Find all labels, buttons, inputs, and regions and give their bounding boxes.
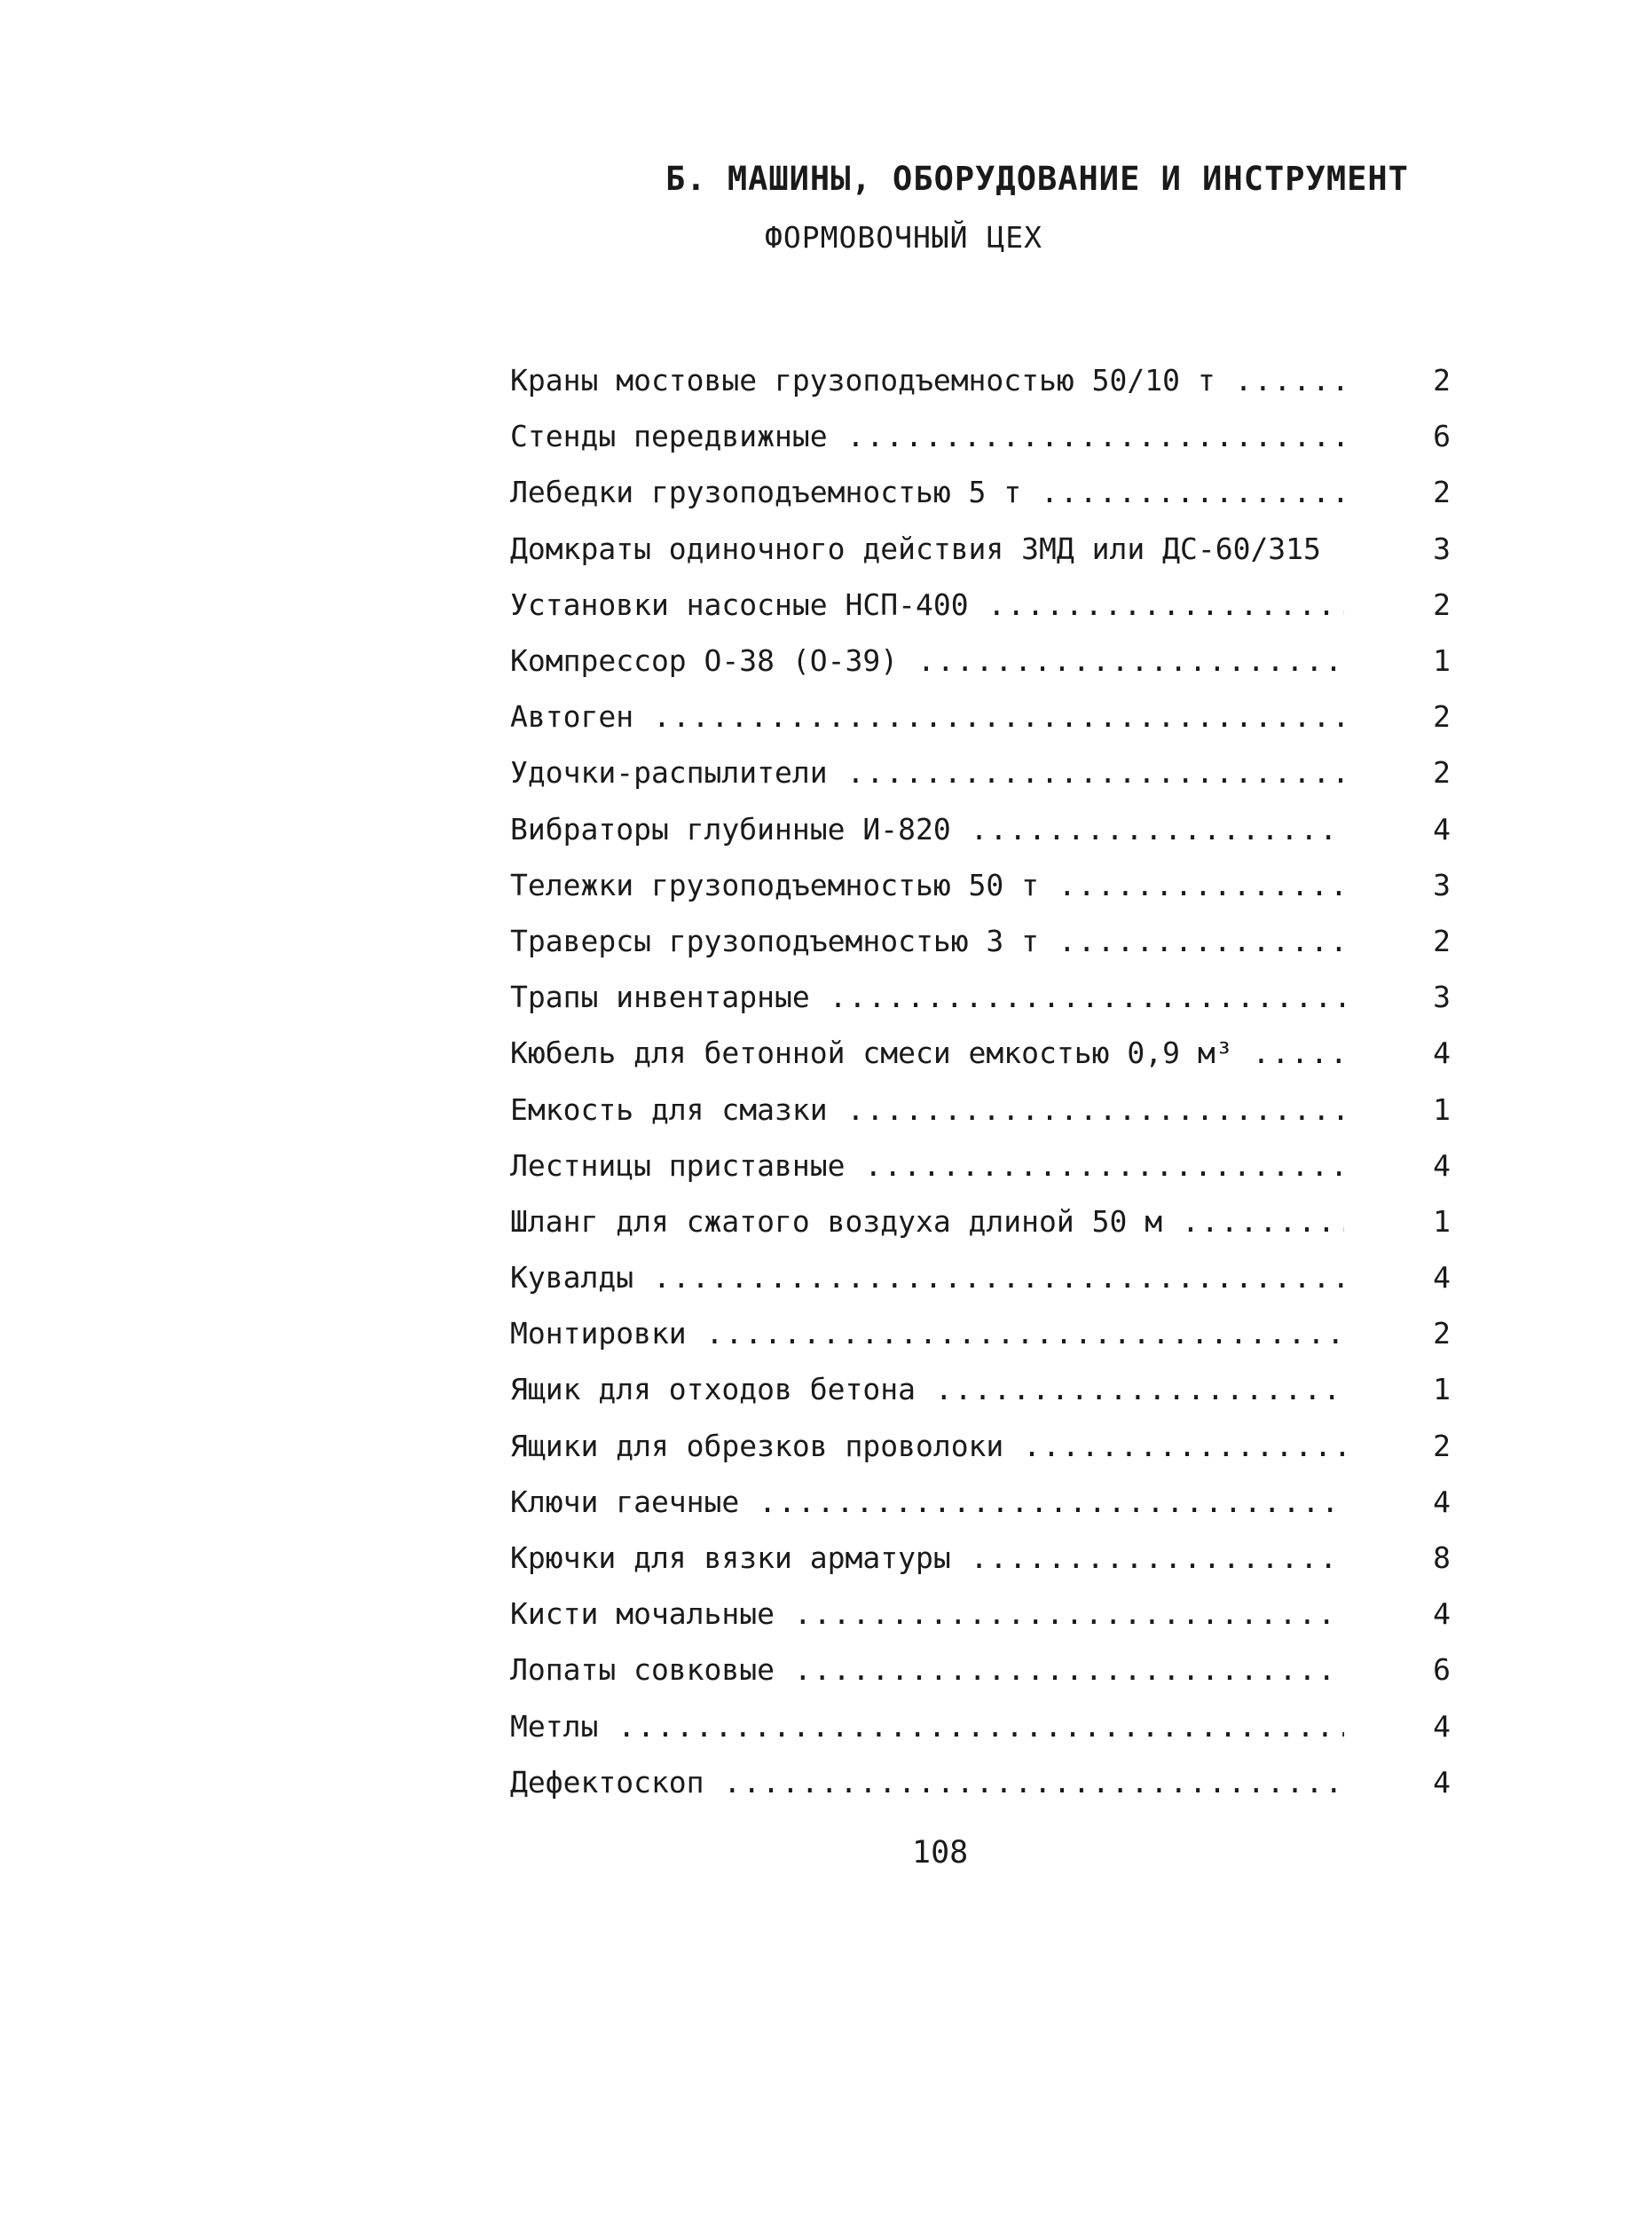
equipment-list (510, 352, 1477, 1810)
page-number: 108 (912, 1835, 969, 1871)
item-name: Установки насосные НСП-400 ..... (510, 587, 1344, 622)
item-quantity: 2 (1433, 923, 1451, 958)
list-item (510, 1249, 1477, 1305)
item-name: Трапы инвентарные ..... (510, 980, 1344, 1014)
item-quantity: 1 (1433, 1091, 1451, 1127)
item-name: Метлы ..... (510, 1709, 1344, 1744)
item-name: Емкость для смазки ..... (510, 1092, 1344, 1127)
item-quantity: 3 (1433, 531, 1451, 566)
list-item (510, 1361, 1477, 1417)
list-item (510, 464, 1477, 520)
item-quantity: 2 (1433, 587, 1451, 622)
list-item (510, 1642, 1477, 1697)
list-item (510, 689, 1477, 744)
list-item (510, 577, 1477, 633)
item-quantity: 4 (1433, 1260, 1451, 1296)
document-subheading: ФОРМОВОЧНЫЙ ЦЕХ (765, 220, 1043, 255)
item-quantity: 4 (1433, 1484, 1451, 1519)
item-name: Ящик для отходов бетона ..... (510, 1372, 1344, 1406)
item-name: Дефектоскоп ..... (510, 1765, 1344, 1800)
item-name: Лопаты совковые ..... (510, 1652, 1344, 1687)
item-name: Компрессор О-38 (О-39) ..... (510, 643, 1344, 678)
list-item (510, 1698, 1477, 1754)
item-quantity: 4 (1433, 1708, 1451, 1744)
item-quantity: 3 (1433, 980, 1451, 1015)
item-name: Тележки грузоподъемностью 50 т ..... (510, 868, 1344, 902)
item-name: Ящики для обрезков проволоки ..... (510, 1429, 1344, 1463)
item-quantity: 6 (1433, 1652, 1451, 1688)
list-item (510, 913, 1477, 969)
item-quantity: 2 (1433, 363, 1451, 398)
item-quantity: 2 (1433, 1428, 1451, 1463)
item-name: Домкраты одиночного действия ЗМД или ДС-60/315 ..... (510, 532, 1344, 566)
list-item (510, 1305, 1477, 1361)
list-item (510, 744, 1477, 800)
item-name: Лестницы приставные ..... (510, 1148, 1344, 1183)
list-item (510, 1081, 1477, 1137)
item-quantity: 4 (1433, 1764, 1451, 1800)
list-item (510, 1754, 1477, 1810)
item-quantity: 1 (1433, 1372, 1451, 1407)
list-item (510, 352, 1477, 408)
item-quantity: 2 (1433, 475, 1451, 510)
list-item (510, 1025, 1477, 1081)
item-quantity: 1 (1433, 1203, 1451, 1239)
list-item (510, 857, 1477, 913)
item-name: Удочки-распылители ..... (510, 755, 1344, 790)
item-quantity: 3 (1433, 867, 1451, 902)
list-item (510, 969, 1477, 1025)
item-name: Кувалды ..... (510, 1260, 1344, 1295)
item-quantity: 4 (1433, 811, 1451, 847)
item-name: Вибраторы глубинные И-820 ..... (510, 812, 1344, 847)
item-quantity: 4 (1433, 1147, 1451, 1183)
list-item (510, 1530, 1477, 1586)
item-quantity: 6 (1433, 419, 1451, 454)
list-item (510, 1474, 1477, 1530)
item-name: Траверсы грузоподъемностью 3 т ..... (510, 924, 1344, 958)
item-name: Лебедки грузоподъемностью 5 т ..... (510, 475, 1344, 509)
list-item (510, 1193, 1477, 1249)
item-quantity: 4 (1433, 1036, 1451, 1071)
item-name: Кисти мочальные ..... (510, 1596, 1344, 1631)
item-quantity: 2 (1433, 1316, 1451, 1351)
list-item (510, 1138, 1477, 1193)
item-name: Монтировки ..... (510, 1316, 1344, 1351)
list-item (510, 801, 1477, 857)
item-name: Стенды передвижные ..... (510, 419, 1344, 453)
list-item (510, 1418, 1477, 1474)
list-item (510, 521, 1477, 577)
item-name: Крючки для вязки арматуры ..... (510, 1540, 1344, 1575)
item-name: Автоген ..... (510, 699, 1344, 734)
item-quantity: 8 (1433, 1540, 1451, 1576)
list-item (510, 1586, 1477, 1642)
list-item (510, 633, 1477, 689)
item-quantity: 1 (1433, 643, 1451, 679)
item-name: Краны мостовые грузоподъемностью 50/10 т ..... (510, 363, 1344, 398)
document-heading: Б. МАШИНЫ, ОБОРУДОВАНИЕ И ИНСТРУМЕНТ (665, 160, 1409, 198)
item-quantity: 2 (1433, 699, 1451, 735)
item-name: Ключи гаечные ..... (510, 1485, 1344, 1519)
item-quantity: 4 (1433, 1596, 1451, 1632)
list-item (510, 408, 1477, 464)
item-name: Кюбель для бетонной смеси емкостью 0,9 м³ ..... (510, 1036, 1344, 1070)
item-name: Шланг для сжатого воздуха длиной 50 м ..... (510, 1204, 1344, 1239)
item-quantity: 2 (1433, 755, 1451, 791)
